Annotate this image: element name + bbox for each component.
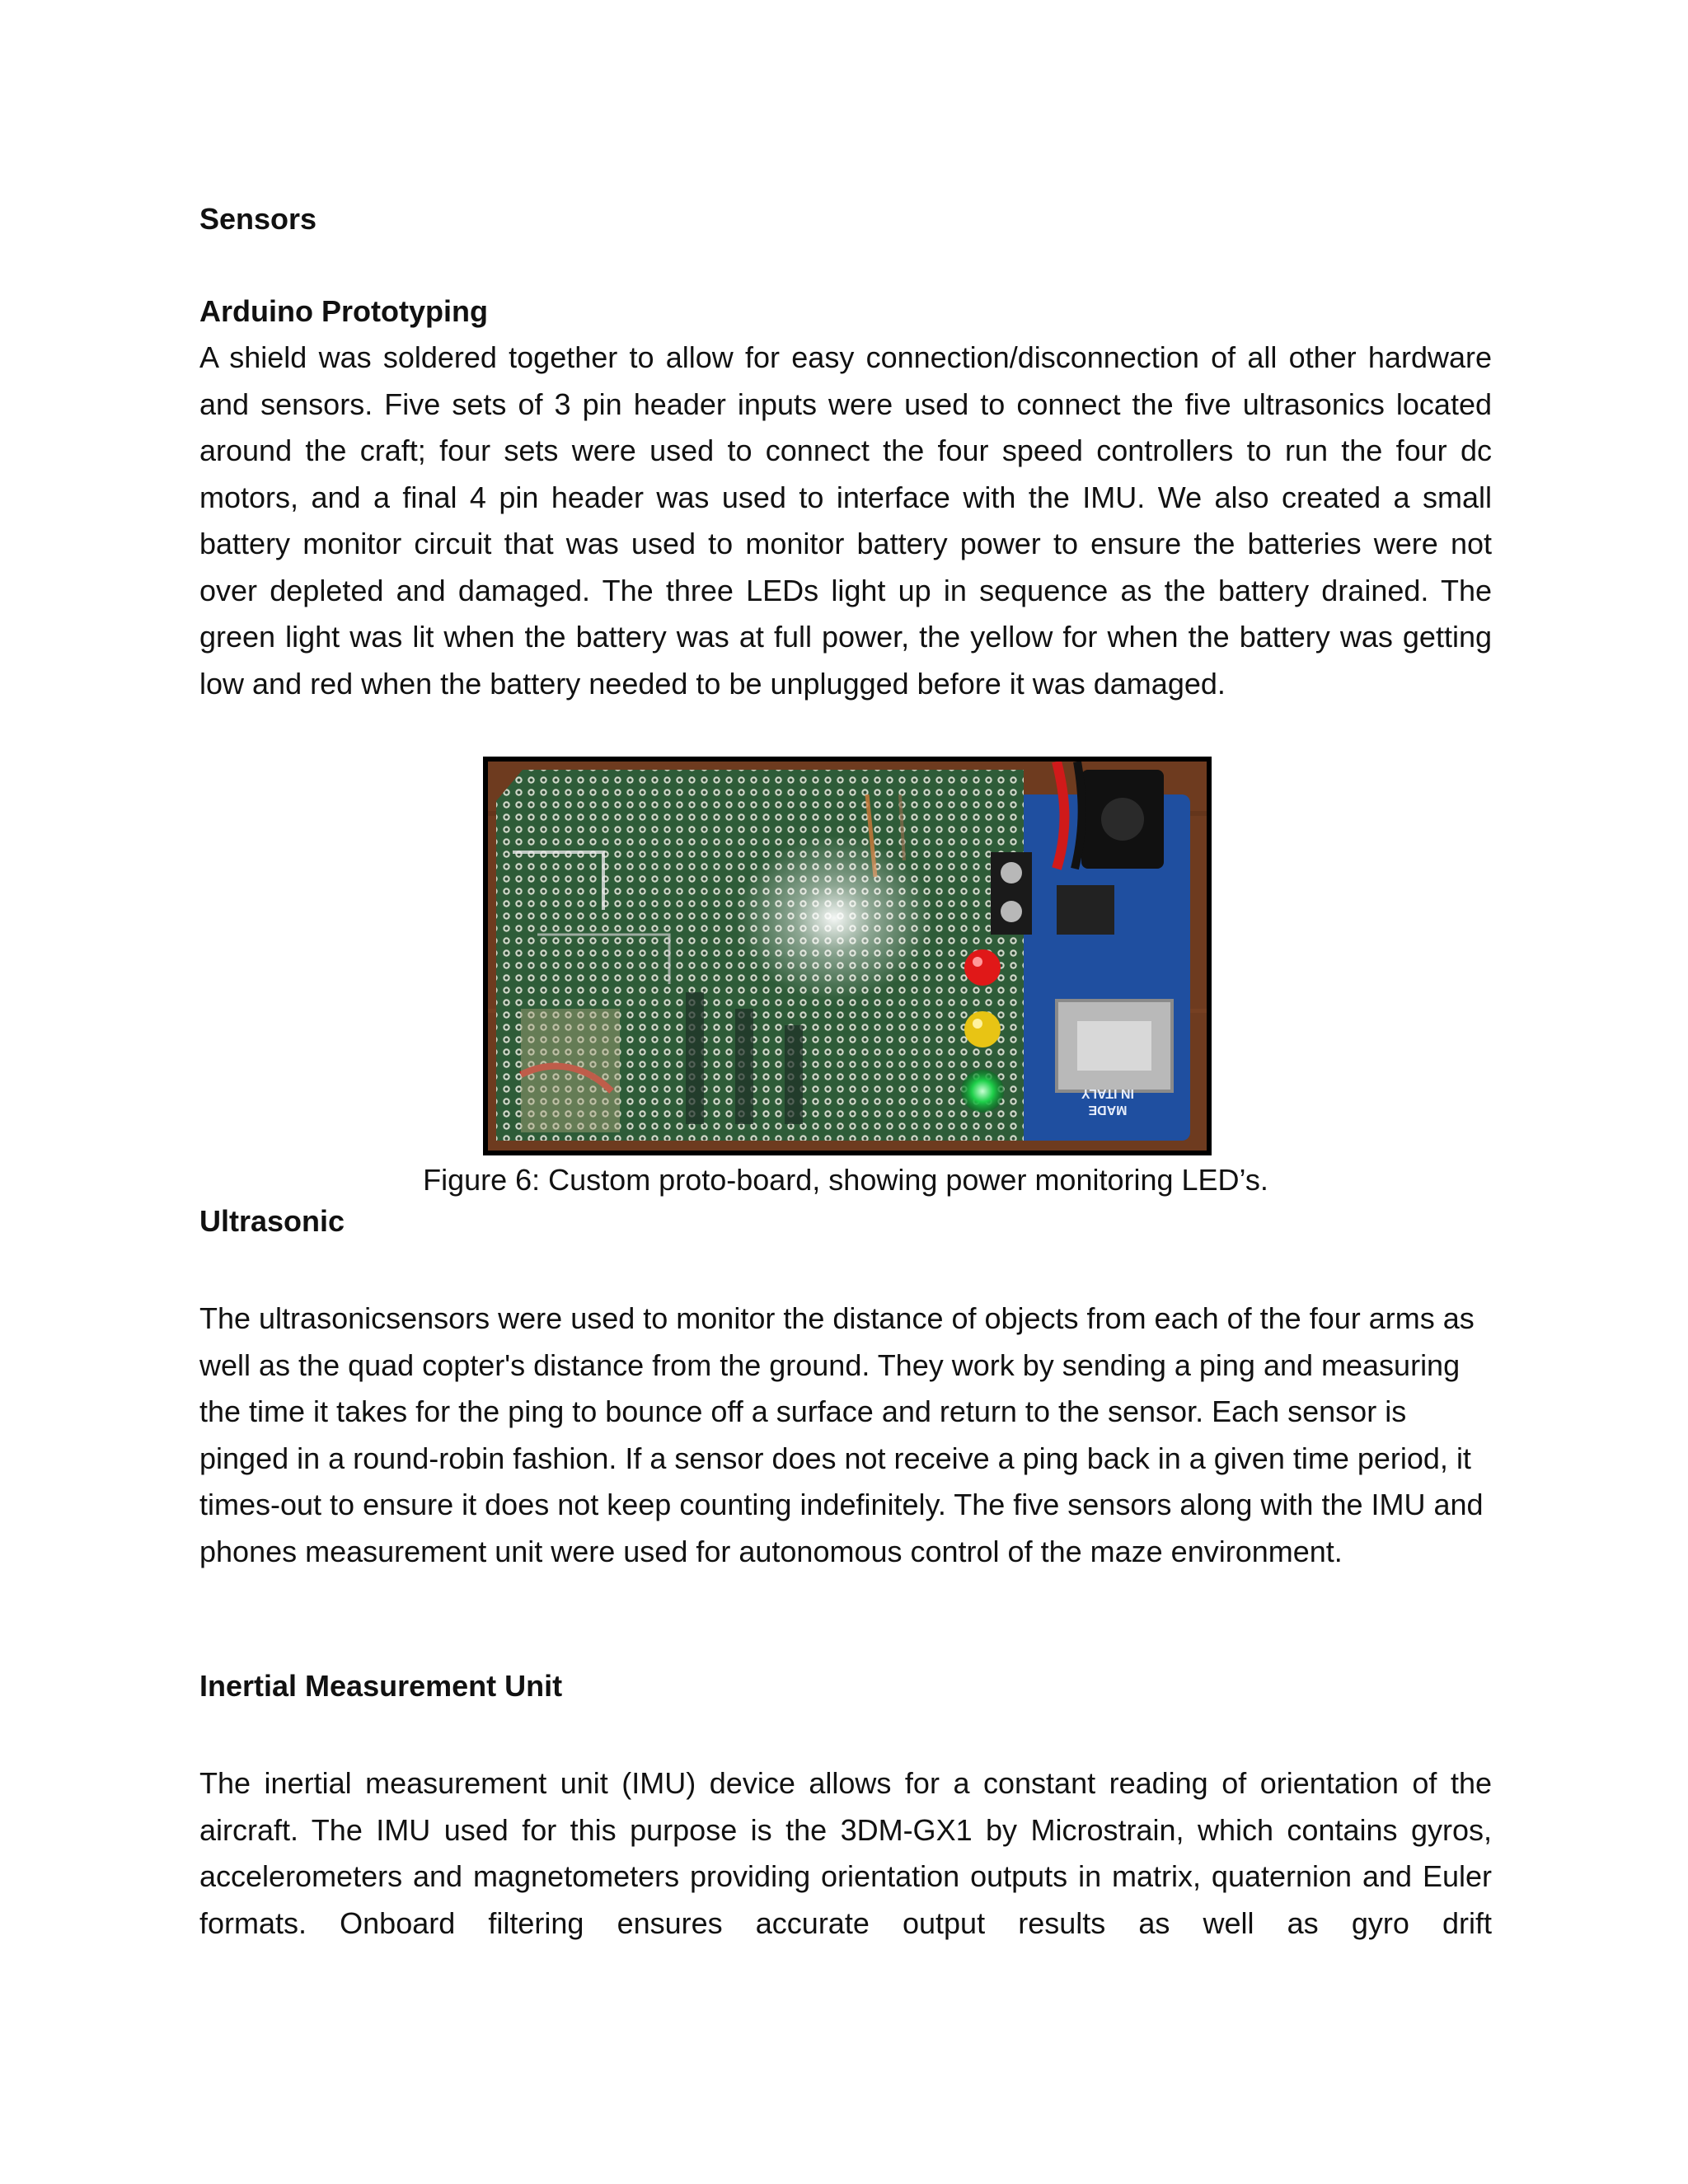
subsection-title-arduino-prototyping: Arduino Prototyping <box>199 294 488 328</box>
figure-caption: Figure 6: Custom proto-board, showing power monitoring LED’s. <box>423 1163 1268 1197</box>
subsection-title-imu: Inertial Measurement Unit <box>199 1669 563 1703</box>
proto-board-illustration <box>488 762 1207 1151</box>
section-title-sensors: Sensors <box>199 202 317 236</box>
yellow-led <box>964 1011 1001 1047</box>
board-text-line2: IN ITALY <box>1081 1086 1135 1100</box>
red-led <box>964 949 1001 986</box>
board-text-line1: MADE <box>1088 1103 1128 1117</box>
proto-board-photo <box>483 757 1212 1155</box>
arduino-prototyping-paragraph: A shield was soldered together to allow for easy connection/disconnection of all other hardware and sensors. Five sets of 3 pin header inputs were used to connect the five ultrasonics located around the craft; four sets were used to connect the four speed controllers to run the four dc motors, and a final 4 pin header was used to interface with the IMU. We also created a small battery monitor circuit that was used to monitor battery power to ensure the batteries were not over depleted and damaged. The three LEDs light up in sequence as the battery drained. The green light was lit when the battery was at full power, the yellow for when the battery was getting low and red when the battery needed to be unplugged before it was damaged. <box>199 340 1492 701</box>
subsection-title-ultrasonic: Ultrasonic <box>199 1204 345 1238</box>
imu-paragraph: The inertial measurement unit (IMU) device allows for a constant reading of orientation of the aircraft. The IMU used for this purpose is the 3DM-GX1 by Microstrain, which contains gyros, accelerometers and magnetometers providing orientation outputs in matrix, quaternion and Euler formats. Onboard filtering ensures accurate output results as well as gyro drift <box>199 1766 1492 1940</box>
ultrasonic-paragraph: The ultrasonicsensors were used to monitor the distance of objects from each of the four arms as well as the quad copter's distance from the ground. They work by sending a ping and measuring the time it takes for the ping to bounce off a surface and return to the sensor. Each sensor is pinged in a round-robin fashion. If a sensor does not receive a ping back in a given time period, it times-out to ensure it does not keep counting indefinitely. The five sensors along with the IMU and phones measurement unit were used for autonomous control of the maze environment. <box>199 1301 1484 1568</box>
green-led <box>961 1070 1004 1113</box>
